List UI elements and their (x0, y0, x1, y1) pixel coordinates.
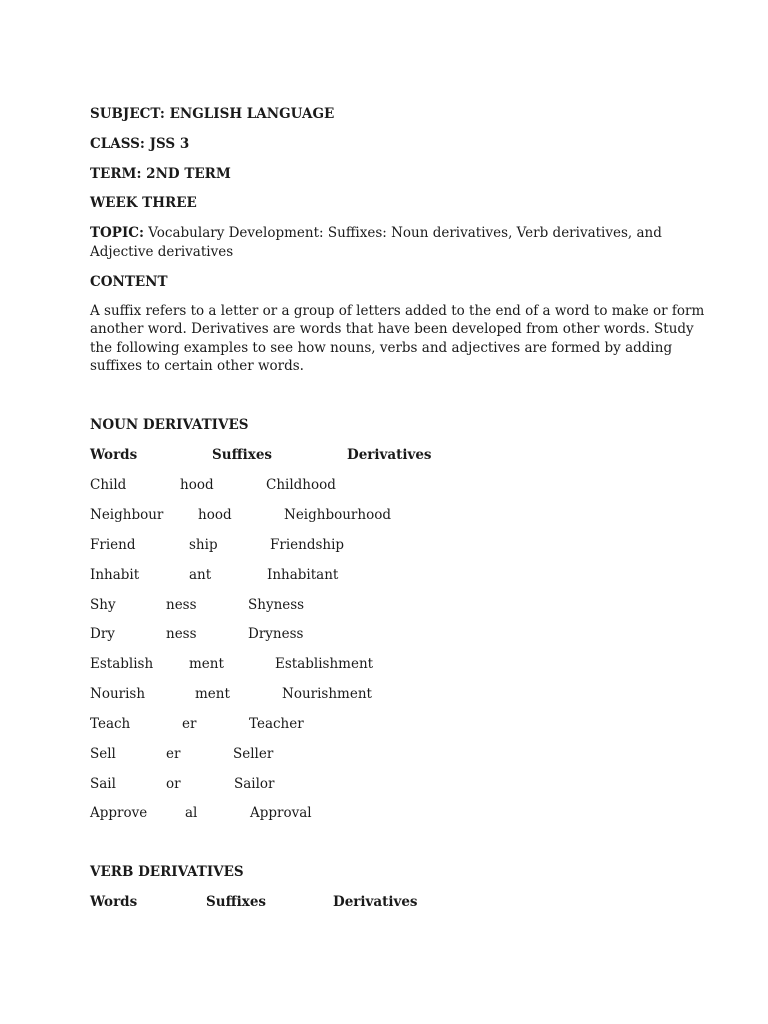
noun-word: Shy (90, 597, 116, 613)
class-line: CLASS: JSS 3 (90, 136, 190, 152)
noun-suffix: ness (166, 597, 197, 613)
term-line: TERM: 2ND TERM (90, 166, 231, 182)
noun-suffix: er (166, 746, 181, 762)
noun-suffix: al (185, 805, 198, 821)
verb-derivatives-heading: VERB DERIVATIVES (90, 864, 244, 880)
noun-word: Neighbour (90, 507, 164, 523)
week-line: WEEK THREE (90, 195, 197, 211)
noun-derivative: Neighbourhood (284, 507, 391, 523)
noun-word: Inhabit (90, 567, 140, 583)
noun-derivative: Approval (250, 805, 312, 821)
noun-suffix: ment (189, 656, 224, 672)
noun-word: Child (90, 477, 127, 493)
verb-col-derivatives: Derivatives (333, 894, 418, 910)
noun-derivatives-heading: NOUN DERIVATIVES (90, 417, 249, 433)
noun-derivative: Friendship (270, 537, 345, 553)
noun-derivative: Establishment (275, 656, 374, 672)
noun-derivative: Inhabitant (267, 567, 339, 583)
noun-derivative: Childhood (266, 477, 336, 493)
noun-suffix: ness (166, 626, 197, 642)
subject-line: SUBJECT: ENGLISH LANGUAGE (90, 106, 335, 122)
noun-suffix: ment (195, 686, 230, 702)
noun-derivative: Nourishment (282, 686, 372, 702)
noun-suffix: ship (189, 537, 218, 553)
noun-word: Dry (90, 626, 115, 642)
noun-word: Friend (90, 537, 136, 553)
noun-word: Teach (90, 716, 131, 732)
noun-suffix: er (182, 716, 197, 732)
content-paragraph-line: suffixes to certain other words. (90, 358, 304, 374)
topic-line-continued: Adjective derivatives (90, 244, 234, 260)
noun-col-words: Words (90, 447, 138, 463)
noun-derivative: Sailor (234, 776, 275, 792)
noun-suffix: hood (180, 477, 214, 493)
noun-col-derivatives: Derivatives (347, 447, 432, 463)
topic-label: TOPIC: (90, 225, 144, 241)
noun-derivative: Seller (233, 746, 274, 762)
noun-derivative: Dryness (248, 626, 304, 642)
verb-col-suffixes: Suffixes (206, 894, 267, 910)
noun-derivative: Teacher (249, 716, 304, 732)
noun-col-suffixes: Suffixes (212, 447, 273, 463)
topic-text: Vocabulary Development: Suffixes: Noun derivatives, Verb derivatives, and (144, 225, 662, 241)
noun-suffix: hood (198, 507, 232, 523)
topic-line (90, 224, 662, 242)
noun-word: Sell (90, 746, 116, 762)
noun-word: Establish (90, 656, 154, 672)
noun-word: Nourish (90, 686, 146, 702)
noun-suffix: or (166, 776, 181, 792)
verb-col-words: Words (90, 894, 138, 910)
noun-suffix: ant (189, 567, 212, 583)
content-paragraph-line: another word. Derivatives are words that have been developed from other words. Study (90, 321, 694, 337)
noun-word: Approve (90, 805, 148, 821)
content-paragraph-line: A suffix refers to a letter or a group of letters added to the end of a word to make or form (90, 303, 705, 319)
content-paragraph-line: the following examples to see how nouns, verbs and adjectives are formed by adding (90, 340, 673, 356)
noun-derivative: Shyness (248, 597, 305, 613)
noun-word: Sail (90, 776, 116, 792)
content-heading: CONTENT (90, 274, 168, 290)
